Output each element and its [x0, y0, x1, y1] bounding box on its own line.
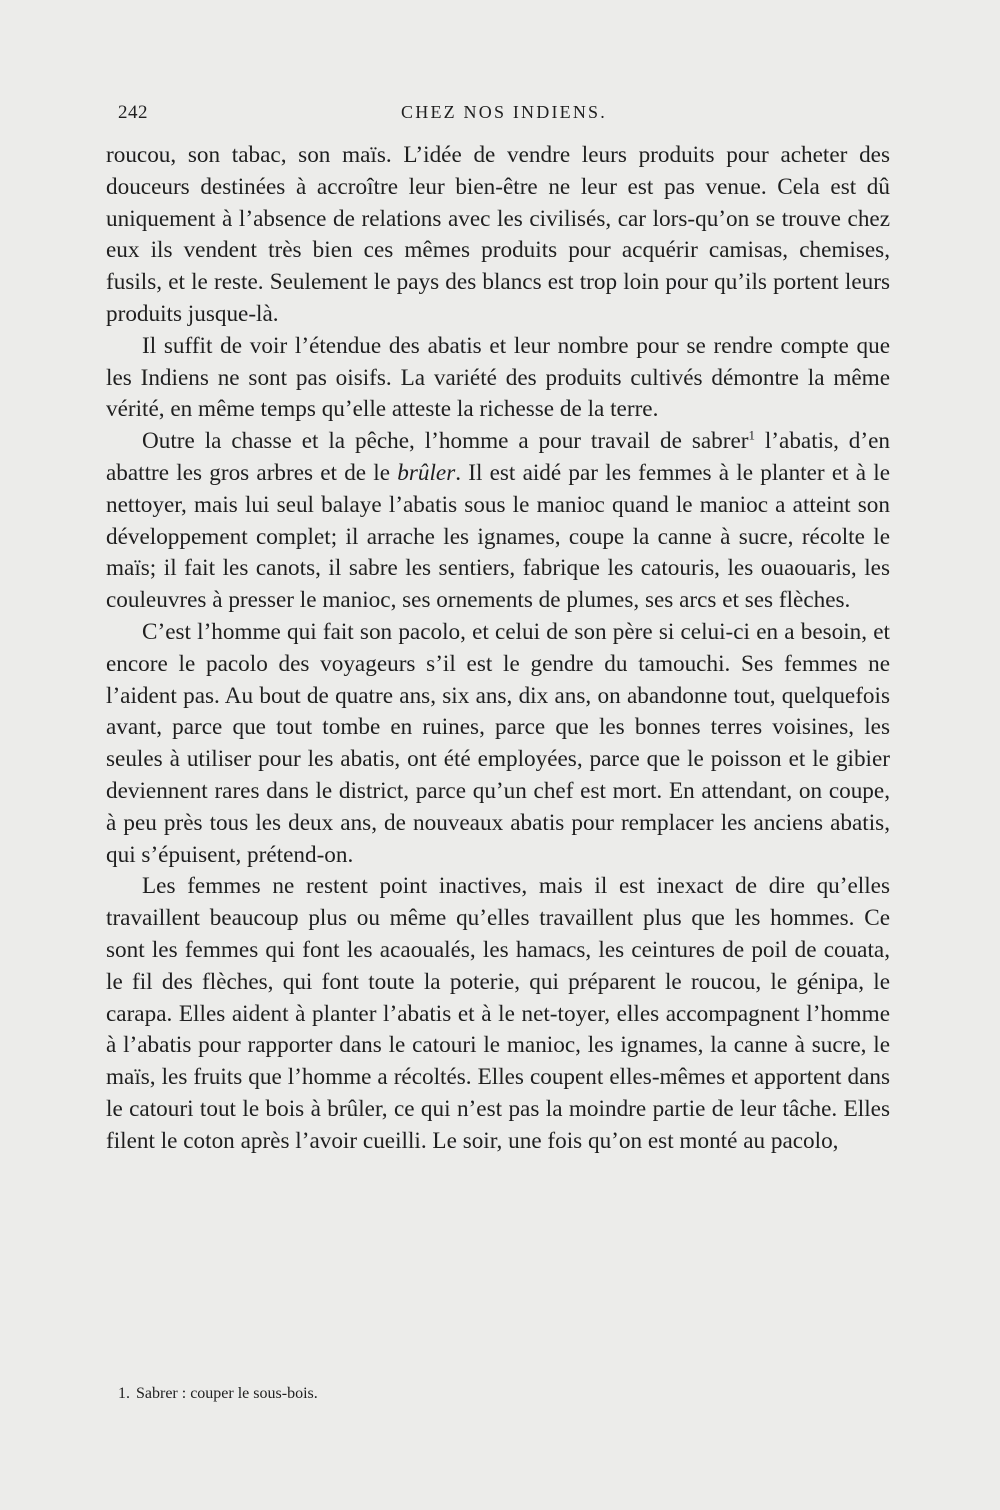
paragraph-3-part-3: . Il est aidé par les femmes à le planter et à le nettoyer, mais lui seul balaye l’abatis sous le manioc quand le manioc a atteint son développement complet; il arrache les ignames, coupe la canne à sucre, récolte le maïs; il fait les canots, il sabre les sentiers, fabrique les catouris, les ouaouaris, les couleuvres à presser le manioc, ses ornements de plumes, ses arcs et ses flèches. [106, 459, 891, 614]
footnote-reference-mark: 1 [748, 427, 755, 443]
paragraph-3 [106, 426, 890, 617]
paragraph-4: C’est l’homme qui fait son pacolo, et celui de son père si celui-ci en a besoin, et encore le pacolo des voyageurs s’il est le gendre du tamouchi. Ses femmes ne l’aident pas. Au bout de quatre ans, six ans, dix ans, on abandonne tout, quelquefois avant, parce que tout tombe en ruines, parce que les bonnes terres voisines, les seules à utiliser pour les abatis, ont été employées, parce que le poisson et le gibier deviennent rares dans le district, parce qu’un chef est mort. En attendant, on coupe, à peu près tous les deux ans, de nouveaux abatis pour remplacer les anciens abatis, qui s’épuisent, prétend-on. [106, 618, 890, 868]
page-number: 242 [118, 102, 148, 123]
emphasis-word: brûler [397, 459, 456, 486]
paragraph-2: Il suffit de voir l’étendue des abatis et leur nombre pour se rendre compte que les Indiens ne sont pas oisifs. La variété des produits cultivés démontre la même vérité, en même temps qu’elle atteste la richesse de la terre. [106, 332, 890, 423]
page-header [118, 102, 890, 132]
footnote-text: Sabrer : couper le sous-bois. [136, 1385, 318, 1402]
paragraph-3-part-1: Outre la chasse et la pêche, l’homme a pour travail de sabrer [142, 428, 749, 455]
paragraph-5: Les femmes ne restent point inactives, mais il est inexact de dire qu’elles travaillent beaucoup plus ou même qu’elles travaillent plus que les hommes. Ce sont les femmes qui font les acaoualés, les hamacs, les ceintures de poil de couata, le fil des flèches, qui font toute la poterie, qui préparent le roucou, le génipa, le carapa. Elles aident à planter l’abatis et à le net-toyer, elles accompagnent l’homme à l’abatis pour rapporter dans le catouri le manioc, les ignames, la canne à sucre, le maïs, les fruits que l’homme a récoltés. Elles coupent elles-mêmes et apportent dans le catouri tout le bois à brûler, ce qui n’est pas la moindre partie de leur tâche. Elles filent le coton après l’avoir cueilli. Le soir, une fois qu’on est monté au pacolo, [106, 873, 890, 1154]
body-text [106, 140, 890, 1158]
paragraph-1: roucou, son tabac, son maïs. L’idée de vendre leurs produits pour acheter des douceurs destinées à accroître leur bien-être ne leur est pas venue. Cela est dû uniquement à l’absence de relations avec les civilisés, car lors-qu’on se trouve chez eux ils vendent très bien ces mêmes produits pour acquérir camisas, chemises, fusils, et le reste. Seulement le pays des blancs est trop loin pour qu’ils portent leurs produits jusque-là. [106, 142, 890, 327]
paragraph-3-part-2: l’abatis, d’en abattre les gros arbres et de le [106, 428, 891, 486]
running-title: CHEZ NOS INDIENS. [401, 102, 607, 122]
footnote-number: 1. [118, 1385, 130, 1402]
footnote [118, 1383, 890, 1405]
